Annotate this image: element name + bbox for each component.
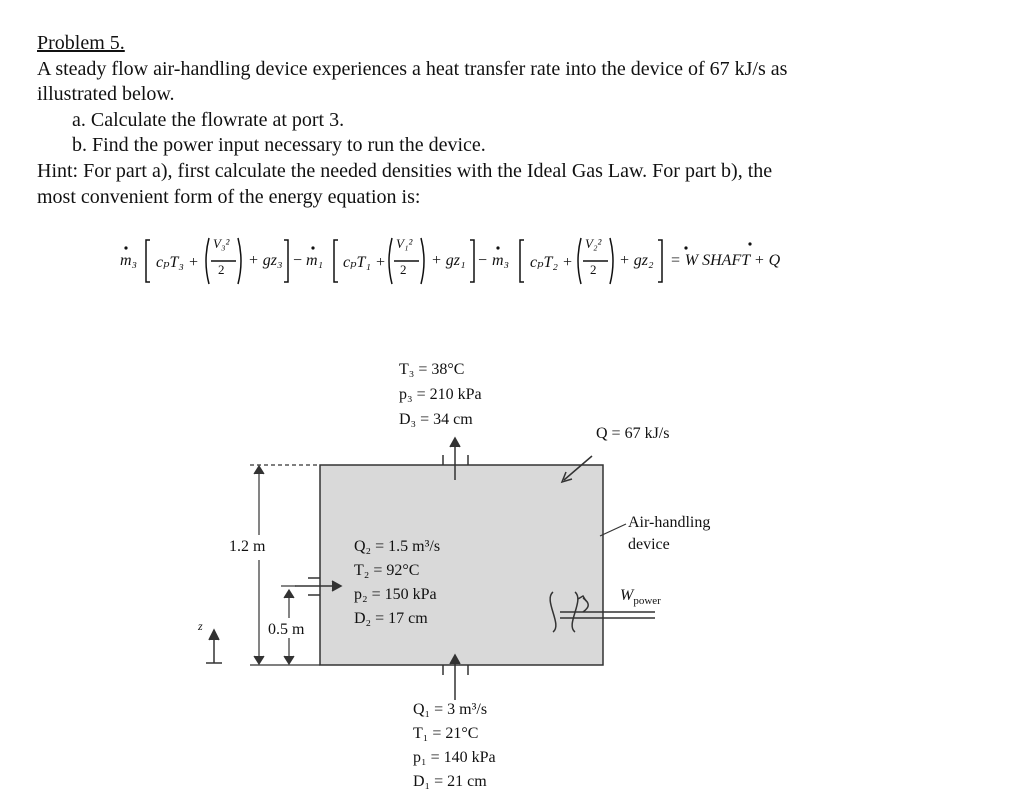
power-symbol: W <box>620 587 634 604</box>
port1-flowrate: Q₁ = 3 m³/s <box>413 701 488 718</box>
eq-mdot3b: m₃ <box>492 252 510 269</box>
eq-rhs: = W SHAFT + Q <box>670 252 781 269</box>
port3-temperature: T₃ = 38°C <box>399 361 465 378</box>
eq-two-b: 2 <box>400 262 407 277</box>
eq-cpT2: cₚT₂ + <box>530 254 573 271</box>
eq-v1sq: V₁² <box>396 236 413 251</box>
device-label-line1: Air-handling <box>628 514 711 531</box>
port2-flowrate: Q₂ = 1.5 m³/s <box>354 538 441 555</box>
eq-gz3: + gz₃ <box>248 252 283 269</box>
dimension-port2-label: 0.5 m <box>268 621 305 638</box>
device-label-line2: device <box>628 536 670 553</box>
eq-mdot3: m₃ <box>120 252 138 269</box>
port3-pressure: p₃ = 210 kPa <box>399 386 482 403</box>
eq-v2sq: V₂² <box>585 236 602 251</box>
eq-cpT1: cₚT₁ + <box>343 254 386 271</box>
eq-gz2: + gz₂ <box>619 252 654 269</box>
eq-two-c: 2 <box>590 262 597 277</box>
power-label <box>620 586 661 611</box>
device-label-leader <box>600 524 626 536</box>
hint-line2: most convenient form of the energy equation is: <box>37 186 421 208</box>
port2-temperature: T₂ = 92°C <box>354 562 420 579</box>
problem-heading: Problem 5. <box>37 32 125 54</box>
port1-temperature: T₁ = 21°C <box>413 725 479 742</box>
dimension-height-label: 1.2 m <box>229 538 266 555</box>
port1-diameter: D₁ = 21 cm <box>413 773 487 790</box>
problem-statement-line2: illustrated below. <box>37 83 175 105</box>
eq-gz1: + gz₁ <box>431 252 466 269</box>
eq-mdot1: m₁ <box>306 252 324 269</box>
power-subscript: power <box>633 595 661 608</box>
eq-cpT3: cₚT₃ + <box>156 254 199 271</box>
problem-statement-line1: A steady flow air-handling device experiences a heat transfer rate into the device of 67 kJ/s as <box>37 58 788 80</box>
eq-two-a: 2 <box>218 262 225 277</box>
z-axis <box>206 630 222 663</box>
eq-minus-1: − <box>293 252 303 269</box>
heat-rate-label: Q = 67 kJ/s <box>596 425 670 442</box>
port2-pressure: p₂ = 150 kPa <box>354 586 437 603</box>
equation-overdots <box>124 242 751 249</box>
part-b: b. Find the power input necessary to run the device. <box>72 134 486 156</box>
eq-v3sq: V₃² <box>213 236 230 251</box>
eq-minus-2: − <box>478 252 488 269</box>
equation-brackets <box>146 238 662 284</box>
z-axis-label: z <box>198 619 203 633</box>
port3-diameter: D₃ = 34 cm <box>399 411 473 428</box>
part-a: a. Calculate the flowrate at port 3. <box>72 109 345 131</box>
port2-diameter: D₂ = 17 cm <box>354 610 428 627</box>
port1-pressure: p₁ = 140 kPa <box>413 749 496 766</box>
hint-line1: Hint: For part a), first calculate the needed densities with the Ideal Gas Law. For part b), the <box>37 160 773 182</box>
